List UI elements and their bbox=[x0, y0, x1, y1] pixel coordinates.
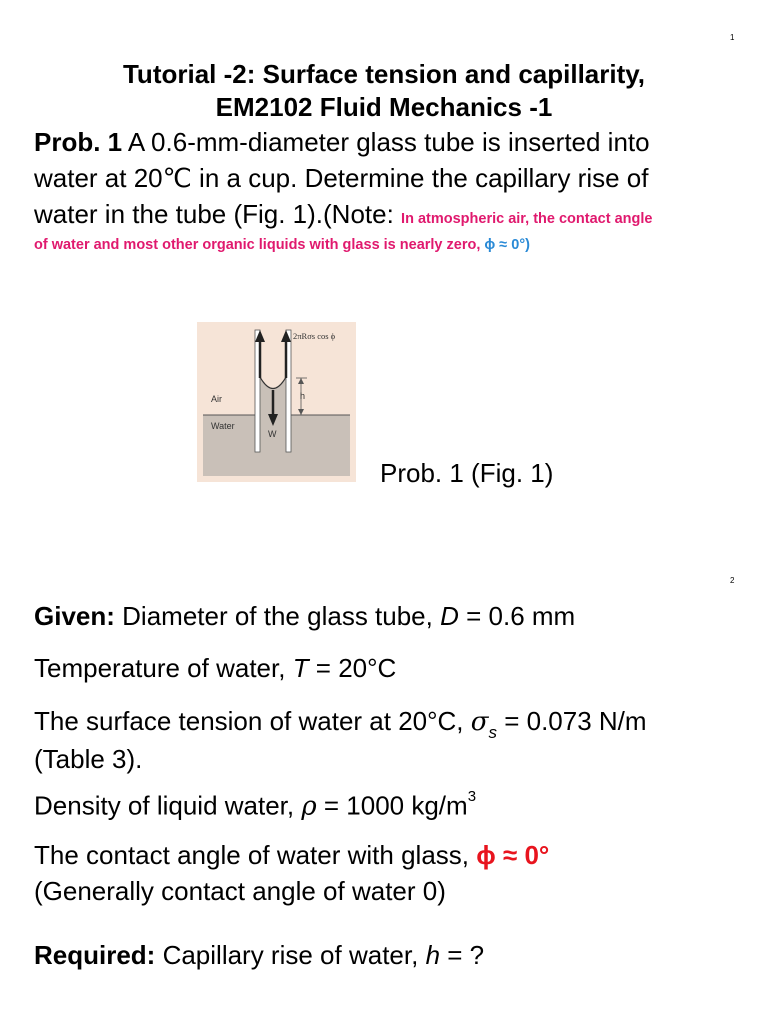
height-label: h bbox=[300, 391, 306, 401]
given-diameter bbox=[34, 598, 575, 634]
temperature-value: = 20°C bbox=[308, 653, 397, 683]
surface-force-label: 2πRσs cos ϕ bbox=[293, 331, 336, 341]
diameter-value: = 0.6 mm bbox=[458, 601, 576, 631]
capillary-diagram bbox=[197, 322, 356, 482]
page-number-1: 1 bbox=[730, 33, 735, 42]
h-symbol: h bbox=[425, 940, 441, 970]
course-title: EM2102 Fluid Mechanics -1 bbox=[215, 92, 553, 122]
surface-tension-value: = 0.073 N/m bbox=[496, 706, 647, 736]
contact-angle-text: The contact angle of water with glass, bbox=[34, 840, 477, 870]
sigma-subscript: s bbox=[488, 723, 497, 743]
table-reference: (Table 3). bbox=[34, 744, 143, 774]
page-title: Tutorial -2: Surface tension and capillarity, bbox=[122, 59, 646, 89]
contact-angle-note: (Generally contact angle of water 0) bbox=[34, 876, 446, 906]
required-statement bbox=[34, 937, 484, 973]
weight-label: W bbox=[268, 429, 277, 439]
sigma-symbol: σ bbox=[470, 707, 489, 737]
problem-label: Prob. 1 bbox=[34, 127, 123, 157]
capillary-figure bbox=[197, 322, 356, 482]
note-contact-angle: ϕ ≈ 0°) bbox=[484, 237, 530, 253]
note-line-2 bbox=[34, 230, 530, 260]
page-number-2: 2 bbox=[730, 576, 735, 585]
problem-text-3: water in the tube (Fig. 1).(Note: bbox=[34, 199, 402, 229]
note-text-2: of water and most other organic liquids with glass is nearly zero, bbox=[34, 237, 485, 253]
temperature-text: Temperature of water, bbox=[34, 653, 293, 683]
density-value: = 1000 kg/m bbox=[316, 790, 468, 821]
surface-tension-text: The surface tension of water at 20°C, bbox=[34, 706, 471, 736]
diameter-symbol: D bbox=[440, 601, 459, 631]
rho-symbol: ρ bbox=[301, 791, 317, 822]
water-label: Water bbox=[211, 421, 235, 431]
contact-angle-value: ϕ ≈ 0° bbox=[476, 840, 550, 870]
required-end: = ? bbox=[440, 940, 485, 970]
required-label: Required: bbox=[34, 940, 156, 970]
figure-caption: Prob. 1 (Fig. 1) bbox=[380, 458, 554, 488]
problem-text-1: A 0.6-mm-diameter glass tube is inserted into bbox=[122, 127, 650, 157]
note-text-1: In atmospheric air, the contact angle bbox=[401, 211, 653, 227]
given-density bbox=[34, 783, 476, 825]
required-text: Capillary rise of water, bbox=[155, 940, 426, 970]
problem-statement-line-3 bbox=[34, 196, 652, 234]
given-text: Diameter of the glass tube, bbox=[114, 601, 441, 631]
problem-statement-line-2: water at 20℃ in a cup. Determine the capillary rise of bbox=[34, 163, 649, 193]
problem-statement-line-1 bbox=[34, 124, 650, 160]
given-label: Given: bbox=[34, 601, 115, 631]
given-temperature bbox=[34, 650, 396, 686]
air-label: Air bbox=[211, 394, 222, 404]
temperature-symbol: T bbox=[292, 653, 309, 683]
given-contact-angle bbox=[34, 837, 549, 873]
density-text: Density of liquid water, bbox=[34, 790, 302, 821]
density-exponent: 3 bbox=[467, 788, 477, 805]
